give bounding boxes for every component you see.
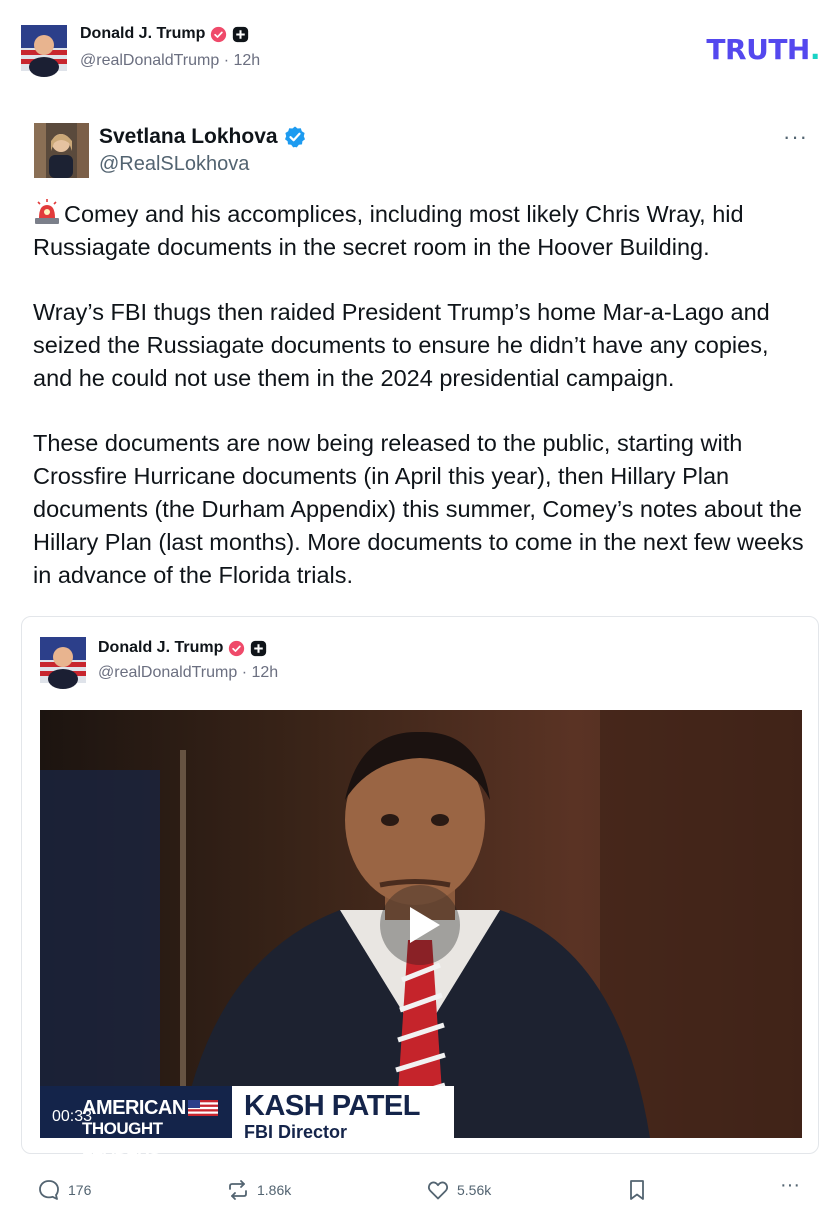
verified-badge-icon [283,125,307,149]
retruth-icon [226,1178,250,1202]
play-icon [404,905,444,945]
author-handle: @RealSLokhova [99,153,250,175]
post-time[interactable]: 12h [251,664,279,681]
more-icon: ··· [780,1174,800,1196]
retruth-count: 1.86k [257,1182,292,1198]
author-name[interactable]: Donald J. Trump [80,25,206,42]
quoted-truth-card[interactable] [21,616,819,1158]
retruth-button[interactable] [226,1178,291,1202]
action-bar [0,1170,840,1210]
author-name[interactable]: Donald J. Trump [98,639,224,656]
meta-separator: · [241,664,248,681]
verified-badge-icon [228,640,245,657]
like-button[interactable] [426,1178,491,1202]
verified-badge-icon [210,26,227,43]
lower-third-name: KASH PATEL FBI Director [232,1086,454,1138]
post-text [33,198,808,592]
paragraph: These documents are now being released to the public, starting with Crossfire Hurricane documents (in April this year), then Hillary Plan documents (the Durham Appendix) this summer, Comey’s notes about the Hillary Plan (last months). More documents to come in the next few weeks in advance of the Florida trials. [33,430,804,588]
plus-badge-icon [250,640,267,657]
paragraph: Wray’s FBI thugs then raided President Trump’s home Mar-a-Lago and seized the Russiagate documents to ensure he didn’t have any copies, and he could not use them in the 2024 presidential campaign. [33,299,770,391]
comment-icon [37,1178,61,1202]
video-duration: 00:33 [52,1108,93,1125]
lower-third-brand: AMERICAN THOUGHT LEADERS [40,1086,232,1138]
video-player[interactable] [40,710,802,1158]
heart-icon [426,1178,450,1202]
like-count: 5.56k [457,1182,492,1198]
paragraph: Comey and his accomplices, including most likely Chris Wray, hid Russiagate documents in the secret room in the Hoover Building. [33,201,744,260]
siren-icon [33,199,61,225]
author-meta [80,52,260,70]
reply-button[interactable] [37,1178,91,1202]
more-options-button[interactable] [780,1174,800,1197]
author-name: Svetlana Lokhova [99,125,278,148]
reply-count: 176 [68,1182,92,1198]
bookmark-icon [625,1178,649,1202]
avatar[interactable] [21,25,67,71]
author-meta [98,664,278,682]
play-button[interactable] [380,885,460,965]
truth-logo[interactable]: TRUTH. [706,33,820,66]
more-options-icon: ··· [783,124,808,149]
us-flag-icon [188,1100,218,1116]
meta-separator: · [223,52,230,69]
author-handle[interactable]: @realDonaldTrump [80,52,220,69]
plus-badge-icon [232,26,249,43]
bookmark-button[interactable] [625,1178,649,1202]
avatar[interactable] [40,637,86,683]
post-time[interactable]: 12h [233,52,261,69]
truth-header [0,0,840,95]
avatar [34,123,89,178]
author-handle[interactable]: @realDonaldTrump [98,664,238,681]
